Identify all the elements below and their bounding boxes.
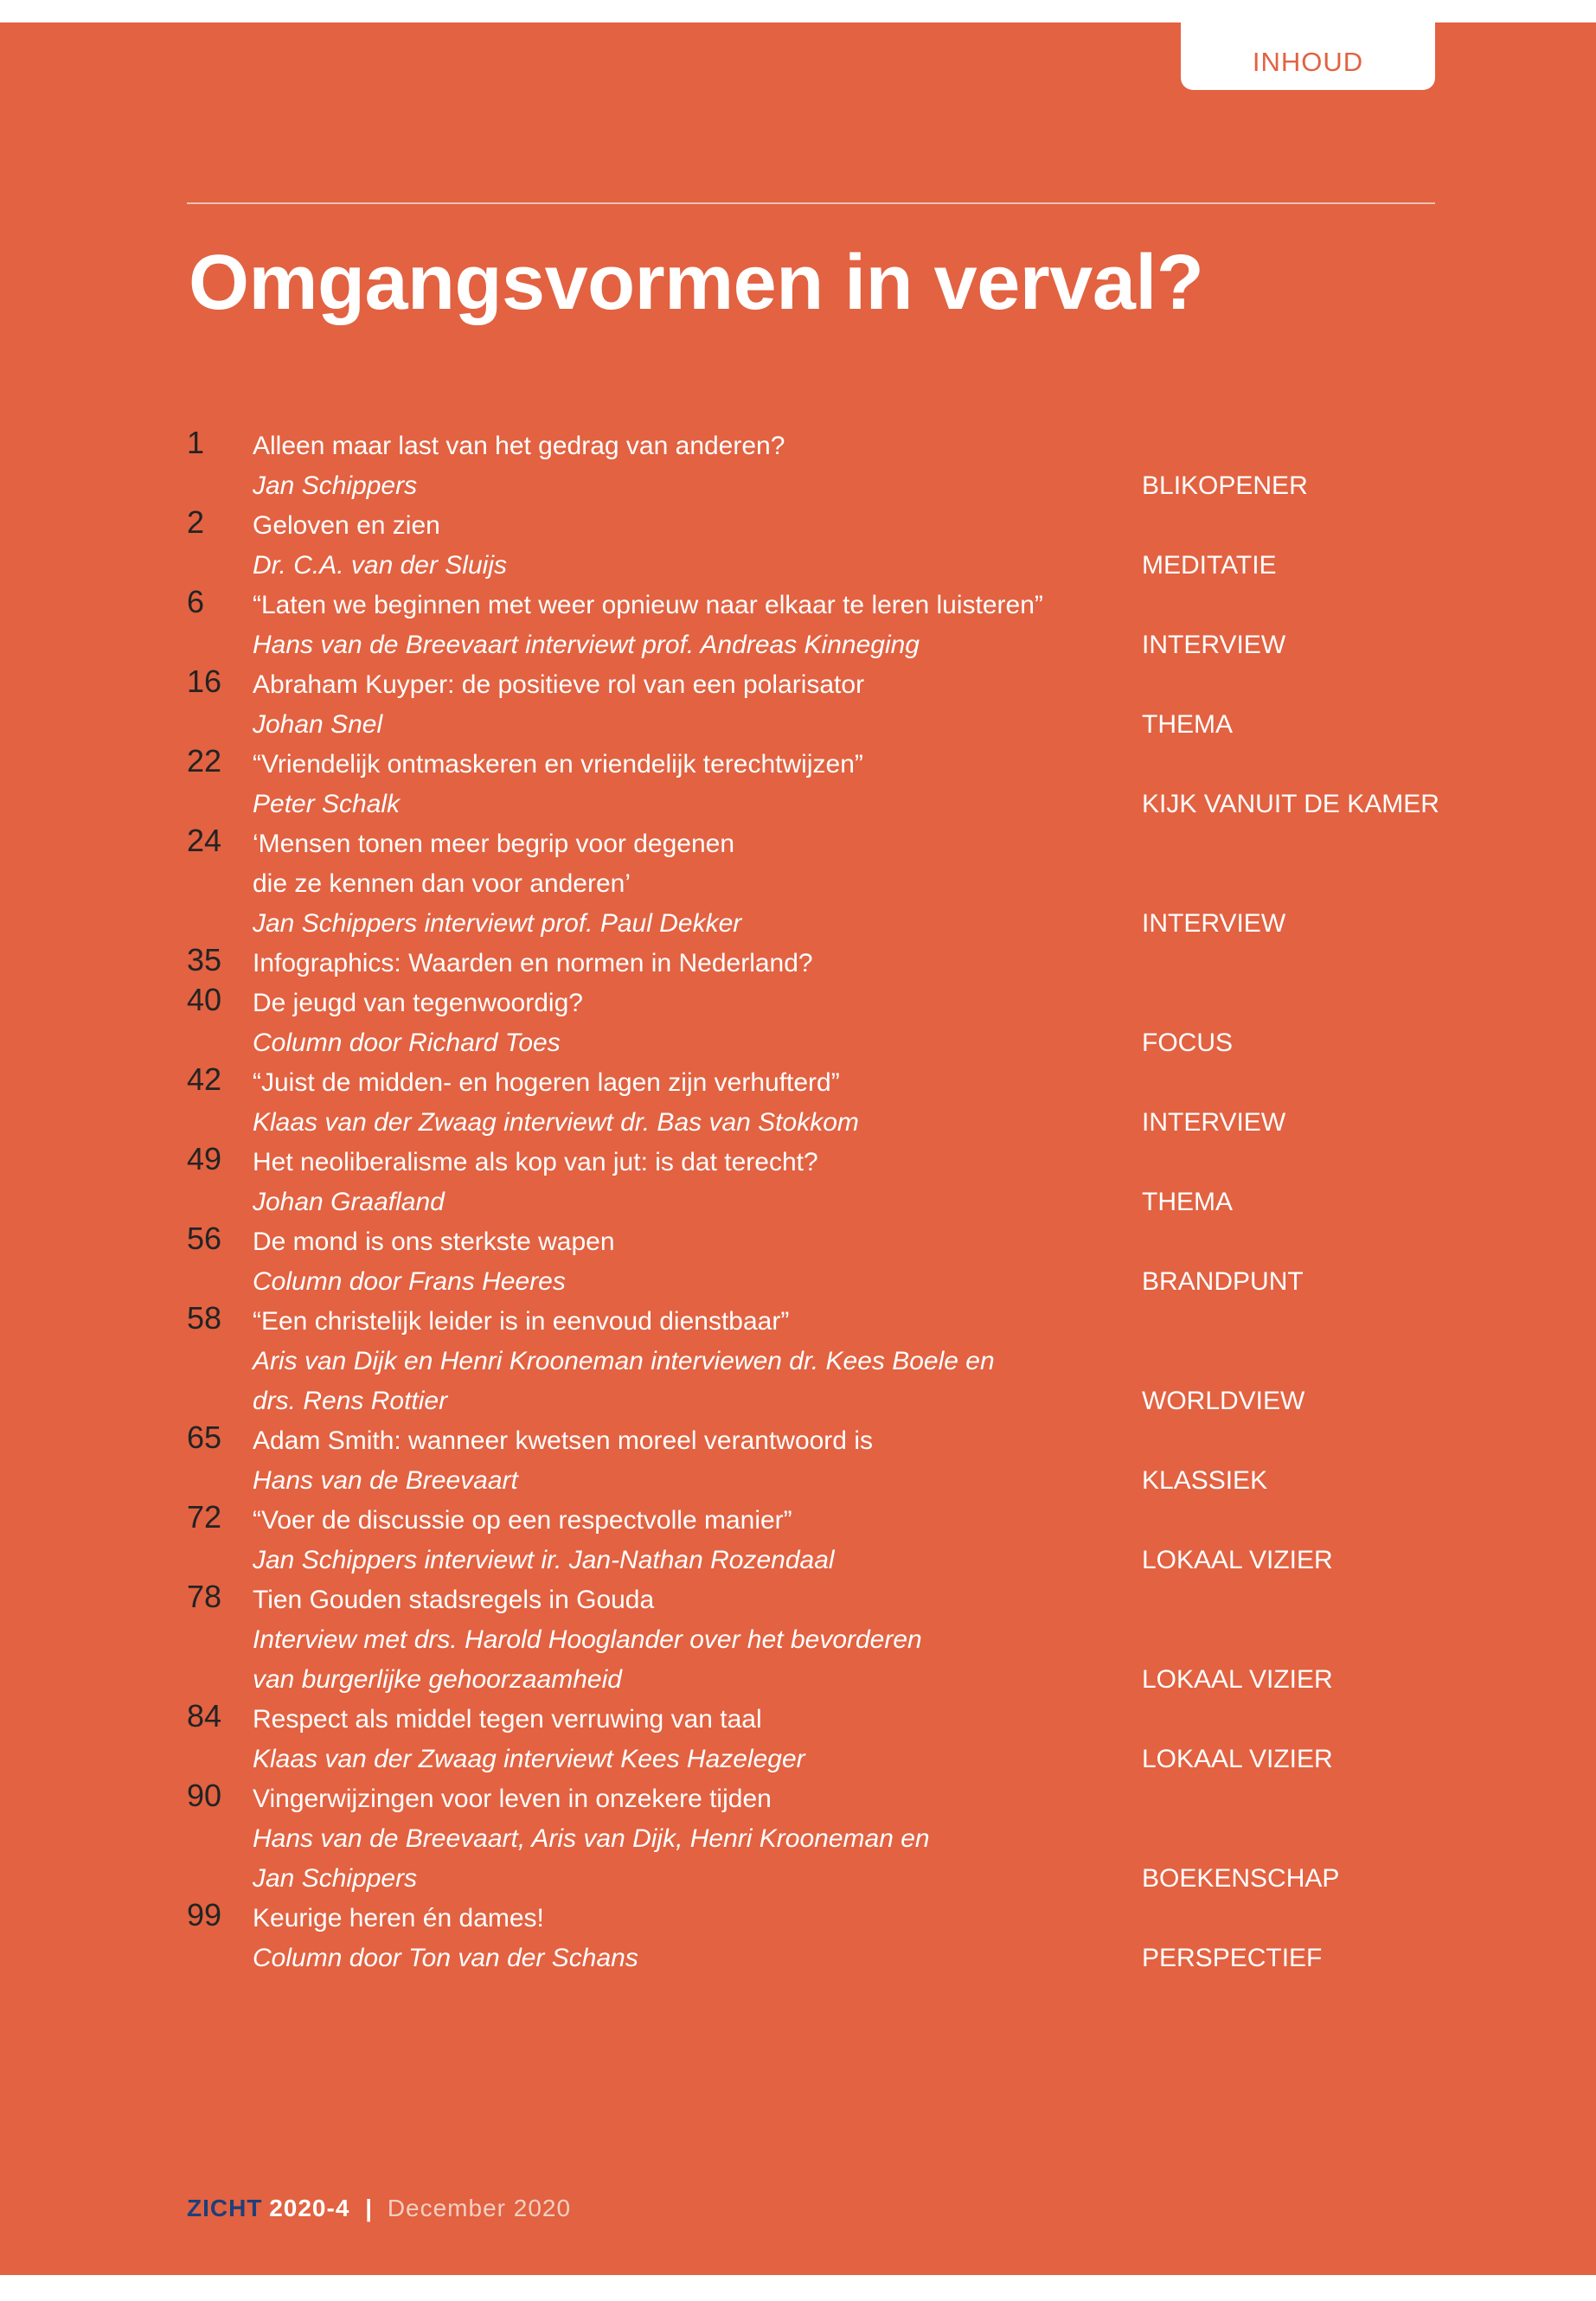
toc-author: Klaas van der Zwaag interviewt Kees Hazeleger	[253, 1745, 805, 1773]
toc-row	[187, 505, 1450, 545]
toc-article-title: De mond is ons sterkste wapen	[253, 1227, 615, 1256]
toc-row	[187, 1102, 1450, 1142]
toc-entry	[187, 505, 1450, 585]
toc-page-number: 84	[187, 1698, 222, 1734]
toc-row	[187, 1341, 1450, 1381]
toc-row	[187, 664, 1450, 704]
toc-row	[187, 1938, 1450, 1977]
toc-entry	[187, 1898, 1450, 1977]
toc-category: INTERVIEW	[1142, 1108, 1286, 1137]
toc-page-number: 58	[187, 1300, 222, 1336]
page-background	[0, 22, 1596, 2275]
toc-page-number: 42	[187, 1061, 222, 1097]
toc-entry	[187, 824, 1450, 943]
footer-separator: |	[365, 2195, 373, 2221]
toc-row	[187, 1779, 1450, 1818]
toc-row	[187, 1540, 1450, 1580]
toc-author: van burgerlijke gehoorzaamheid	[253, 1665, 622, 1694]
toc-row	[187, 1062, 1450, 1102]
toc-author: Jan Schippers	[253, 1864, 418, 1893]
section-tab	[1181, 22, 1435, 90]
toc-row	[187, 863, 1450, 903]
toc-page-number: 72	[187, 1499, 222, 1535]
toc-row	[187, 1420, 1450, 1460]
toc-row	[187, 1381, 1450, 1420]
toc-article-title: Adam Smith: wanneer kwetsen moreel verantwoord is	[253, 1426, 873, 1455]
toc-row	[187, 585, 1450, 625]
toc-entry	[187, 1221, 1450, 1301]
header-divider	[187, 202, 1435, 204]
toc-author: Johan Graafland	[253, 1188, 445, 1216]
toc-row	[187, 1221, 1450, 1261]
toc-row	[187, 1580, 1450, 1619]
toc-category: BLIKOPENER	[1142, 471, 1308, 500]
toc-row	[187, 824, 1450, 863]
toc-page-number: 16	[187, 663, 222, 699]
toc-author: Interview met drs. Harold Hooglander over het bevorderen	[253, 1625, 922, 1654]
toc-row	[187, 1619, 1450, 1659]
toc-author: Dr. C.A. van der Sluijs	[253, 551, 507, 580]
toc-article-title: Respect als middel tegen verruwing van taal	[253, 1705, 762, 1734]
toc-page-number: 65	[187, 1420, 222, 1455]
toc-page-number: 2	[187, 504, 205, 540]
toc-author: Column door Richard Toes	[253, 1029, 561, 1057]
toc-article-title: die ze kennen dan voor anderen’	[253, 869, 631, 898]
toc-article-title: Tien Gouden stadsregels in Gouda	[253, 1586, 655, 1614]
toc-author: Column door Ton van der Schans	[253, 1944, 638, 1972]
issue-number: 2020-4	[269, 2195, 350, 2221]
toc-page-number: 90	[187, 1778, 222, 1813]
toc-row	[187, 1261, 1450, 1301]
toc-author: Jan Schippers	[253, 471, 418, 500]
toc-article-title: Abraham Kuyper: de positieve rol van een polarisator	[253, 670, 865, 699]
toc-entry	[187, 1142, 1450, 1221]
toc-article-title: Geloven en zien	[253, 511, 440, 540]
toc-author: Hans van de Breevaart	[253, 1466, 518, 1495]
toc-row	[187, 1500, 1450, 1540]
toc-page-number: 40	[187, 982, 222, 1017]
toc-row	[187, 744, 1450, 784]
toc-page-number: 35	[187, 942, 222, 977]
toc-author: Aris van Dijk en Henri Krooneman interviewen dr. Kees Boele en	[253, 1347, 995, 1375]
toc-entry	[187, 1420, 1450, 1500]
toc-entry	[187, 1062, 1450, 1142]
toc-category: THEMA	[1142, 710, 1233, 739]
toc-category: BOEKENSCHAP	[1142, 1864, 1340, 1893]
toc-article-title: “Laten we beginnen met weer opnieuw naar elkaar te leren luisteren”	[253, 591, 1043, 619]
toc-row	[187, 1659, 1450, 1699]
toc-entry	[187, 1699, 1450, 1779]
toc-row	[187, 1818, 1450, 1858]
toc-entry	[187, 744, 1450, 824]
issue-date: December 2020	[387, 2195, 572, 2221]
toc-page-number: 99	[187, 1897, 222, 1932]
toc-entry	[187, 426, 1450, 505]
toc-article-title: “Voer de discussie op een respectvolle manier”	[253, 1506, 792, 1535]
toc-entry	[187, 1580, 1450, 1699]
toc-entry	[187, 1500, 1450, 1580]
page-title: Omgangsvormen in verval?	[189, 240, 1204, 326]
toc-page-number: 22	[187, 743, 222, 779]
toc-article-title: “Vriendelijk ontmaskeren en vriendelijk terechtwijzen”	[253, 750, 863, 779]
toc-row	[187, 1898, 1450, 1938]
toc-page-number: 78	[187, 1579, 222, 1614]
toc-article-title: “Een christelijk leider is in eenvoud dienstbaar”	[253, 1307, 790, 1336]
footer	[187, 2194, 571, 2223]
toc-article-title: De jeugd van tegenwoordig?	[253, 989, 583, 1017]
toc-row	[187, 1142, 1450, 1182]
toc-article-title: Infographics: Waarden en normen in Nederland?	[253, 949, 813, 977]
table-of-contents	[187, 426, 1450, 1977]
toc-row	[187, 1022, 1450, 1062]
toc-category: WORLDVIEW	[1142, 1387, 1305, 1415]
toc-category: FOCUS	[1142, 1029, 1233, 1057]
toc-category: BRANDPUNT	[1142, 1267, 1304, 1296]
toc-article-title: “Juist de midden- en hogeren lagen zijn verhufterd”	[253, 1068, 840, 1097]
toc-author: Peter Schalk	[253, 790, 401, 818]
magazine-name: ZICHT	[187, 2195, 263, 2221]
toc-page-number: 6	[187, 584, 205, 619]
toc-row	[187, 784, 1450, 824]
toc-category: PERSPECTIEF	[1142, 1944, 1323, 1972]
toc-page-number: 1	[187, 425, 205, 460]
toc-author: drs. Rens Rottier	[253, 1387, 448, 1415]
toc-category: MEDITATIE	[1142, 551, 1277, 580]
toc-entry	[187, 983, 1450, 1062]
toc-category: THEMA	[1142, 1188, 1233, 1216]
toc-author: Hans van de Breevaart interviewt prof. Andreas Kinneging	[253, 631, 920, 659]
toc-page-number: 56	[187, 1221, 222, 1256]
toc-category: KIJK VANUIT DE KAMER	[1142, 790, 1439, 818]
toc-row	[187, 545, 1450, 585]
toc-page-number: 49	[187, 1141, 222, 1176]
toc-author: Column door Frans Heeres	[253, 1267, 566, 1296]
toc-article-title: Het neoliberalisme als kop van jut: is dat terecht?	[253, 1148, 818, 1176]
toc-page-number: 24	[187, 823, 222, 858]
toc-author: Jan Schippers interviewt ir. Jan-Nathan Rozendaal	[253, 1546, 835, 1574]
toc-entry	[187, 1779, 1450, 1898]
toc-row	[187, 1699, 1450, 1739]
toc-article-title: Vingerwijzingen voor leven in onzekere tijden	[253, 1785, 772, 1813]
toc-row	[187, 625, 1450, 664]
toc-entry	[187, 1301, 1450, 1420]
toc-row	[187, 1858, 1450, 1898]
toc-author: Klaas van der Zwaag interviewt dr. Bas van Stokkom	[253, 1108, 859, 1137]
toc-article-title: Alleen maar last van het gedrag van anderen?	[253, 432, 785, 460]
toc-category: KLASSIEK	[1142, 1466, 1268, 1495]
toc-entry	[187, 664, 1450, 744]
toc-category: LOKAAL VIZIER	[1142, 1665, 1333, 1694]
toc-row	[187, 1739, 1450, 1779]
toc-row	[187, 426, 1450, 465]
toc-entry	[187, 585, 1450, 664]
toc-row	[187, 1460, 1450, 1500]
toc-row	[187, 1301, 1450, 1341]
toc-row	[187, 704, 1450, 744]
toc-row	[187, 465, 1450, 505]
toc-row	[187, 943, 1450, 983]
toc-row	[187, 983, 1450, 1022]
toc-category: LOKAAL VIZIER	[1142, 1546, 1333, 1574]
toc-article-title: Keurige heren én dames!	[253, 1904, 544, 1932]
toc-category: LOKAAL VIZIER	[1142, 1745, 1333, 1773]
toc-author: Hans van de Breevaart, Aris van Dijk, Henri Krooneman en	[253, 1824, 930, 1853]
toc-row	[187, 903, 1450, 943]
toc-category: INTERVIEW	[1142, 631, 1286, 659]
section-tab-label: INHOUD	[1252, 47, 1364, 77]
toc-row	[187, 1182, 1450, 1221]
toc-author: Johan Snel	[253, 710, 383, 739]
toc-article-title: ‘Mensen tonen meer begrip voor degenen	[253, 830, 735, 858]
toc-entry	[187, 943, 1450, 983]
toc-category: INTERVIEW	[1142, 909, 1286, 938]
toc-author: Jan Schippers interviewt prof. Paul Dekker	[253, 909, 742, 938]
